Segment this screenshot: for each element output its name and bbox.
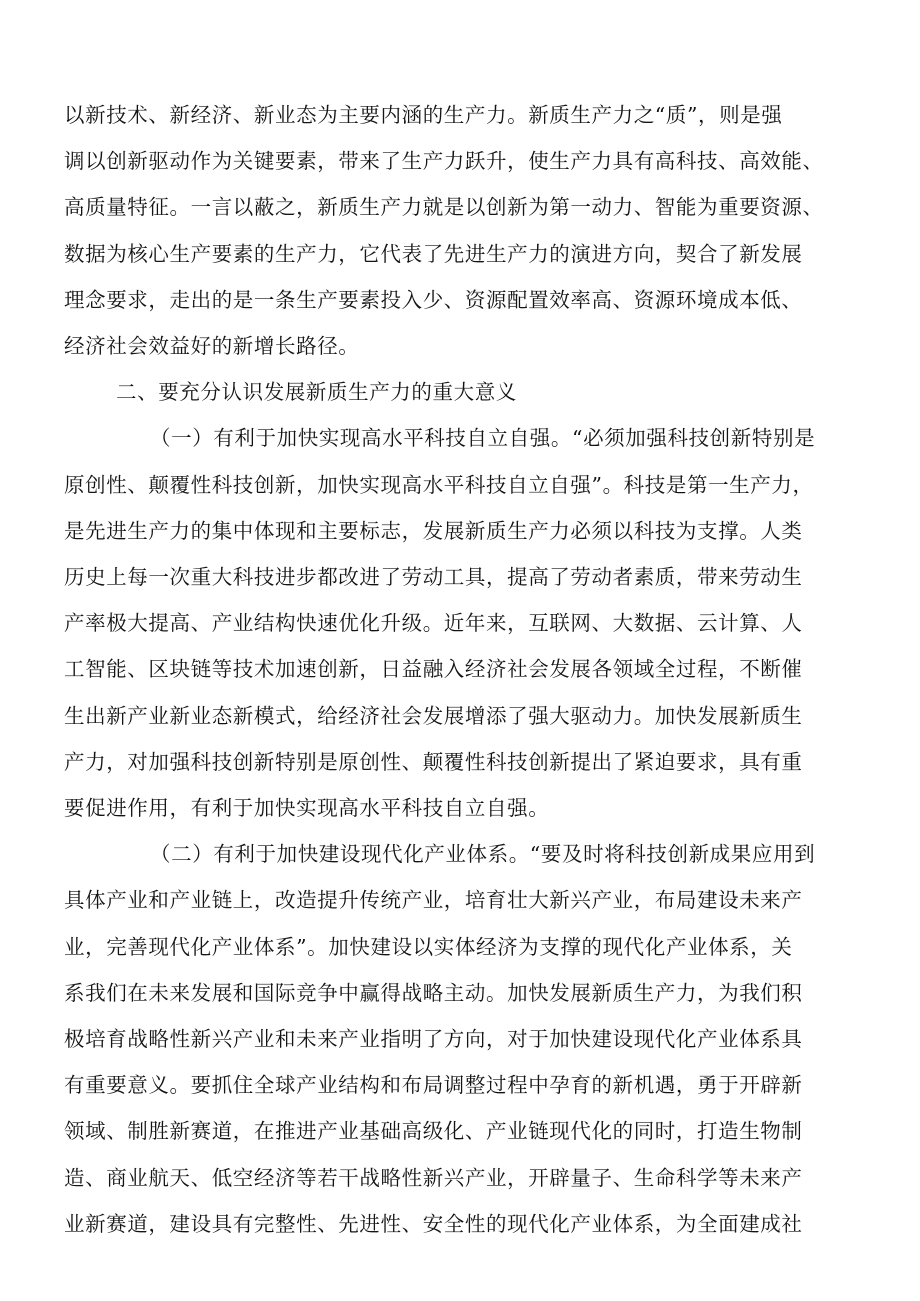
text-line: 产率极大提高、产业结构快速优化升级。近年来，互联网、大数据、云计算、人 [64, 611, 803, 636]
text-line: 系我们在未来发展和国际竞争中赢得战略主动。加快发展新质生产力，为我们积 [64, 980, 803, 1005]
text-line: 以新技术、新经济、新业态为主要内涵的生产力。新质生产力之“质”，则是强 [64, 103, 783, 127]
text-line: 要促进作用，有利于加快实现高水平科技自立自强。 [64, 796, 550, 821]
text-line: （一）有利于加快实现高水平科技自立自强。“必须加强科技创新特别是 [150, 426, 816, 451]
text-line: 高质量特征。一言以蔽之，新质生产力就是以创新为第一动力、智能为重要资源、 [64, 195, 824, 220]
text-line: （二）有利于加快建设现代化产业体系。“要及时将科技创新成果应用到 [150, 842, 816, 867]
text-line: 业，完善现代化产业体系”。加快建设以实体经济为支撑的现代化产业体系，关 [64, 934, 793, 959]
text-line: 生出新产业新业态新模式，给经济社会发展增添了强大驱动力。加快发展新质生 [64, 703, 803, 728]
paragraph-subsection-2 [64, 831, 898, 1247]
text-line: 历史上每一次重大科技进步都改进了劳动工具，提高了劳动者素质，带来劳动生 [64, 565, 803, 590]
document-page [64, 92, 898, 1247]
text-line: 调以创新驱动作为关键要素，带来了生产力跃升，使生产力具有高科技、高效能、 [64, 149, 824, 174]
text-line: 原创性、颠覆性科技创新，加快实现高水平科技自立自强”。科技是第一生产力， [64, 472, 814, 497]
text-line: 造、商业航天、低空经济等若干战略性新兴产业，开辟量子、生命科学等未来产 [64, 1165, 803, 1190]
text-line: 理念要求，走出的是一条生产要素投入少、资源配置效率高、资源环境成本低、 [64, 287, 803, 312]
text-line: 具体产业和产业链上，改造提升传统产业，培育壮大新兴产业，布局建设未来产 [64, 888, 803, 913]
paragraph-subsection-1 [64, 415, 898, 831]
text-line: 数据为核心生产要素的生产力，它代表了先进生产力的演进方向，契合了新发展 [64, 241, 803, 266]
text-line: 领域、制胜新赛道，在推进产业基础高级化、产业链现代化的同时，打造生物制 [64, 1119, 803, 1144]
text-line: 有重要意义。要抓住全球产业结构和布局调整过程中孕育的新机遇，勇于开辟新 [64, 1073, 803, 1098]
text-line: 经济社会效益好的新增长路径。 [64, 334, 360, 359]
section-heading [64, 369, 898, 415]
text-line: 工智能、区块链等技术加速创新，日益融入经济社会发展各领域全过程，不断催 [64, 657, 803, 682]
heading-line: 二、要充分认识发展新质生产力的重大意义 [116, 380, 517, 405]
text-line: 业新赛道，建设具有完整性、先进性、安全性的现代化产业体系，为全面建成社 [64, 1211, 803, 1236]
text-line: 极培育战略性新兴产业和未来产业指明了方向，对于加快建设现代化产业体系具 [64, 1027, 803, 1052]
text-line: 是先进生产力的集中体现和主要标志，发展新质生产力必须以科技为支撑。人类 [64, 518, 803, 543]
text-line: 产力，对加强科技创新特别是原创性、颠覆性科技创新提出了紧迫要求，具有重 [64, 749, 803, 774]
paragraph-intro [64, 92, 898, 369]
